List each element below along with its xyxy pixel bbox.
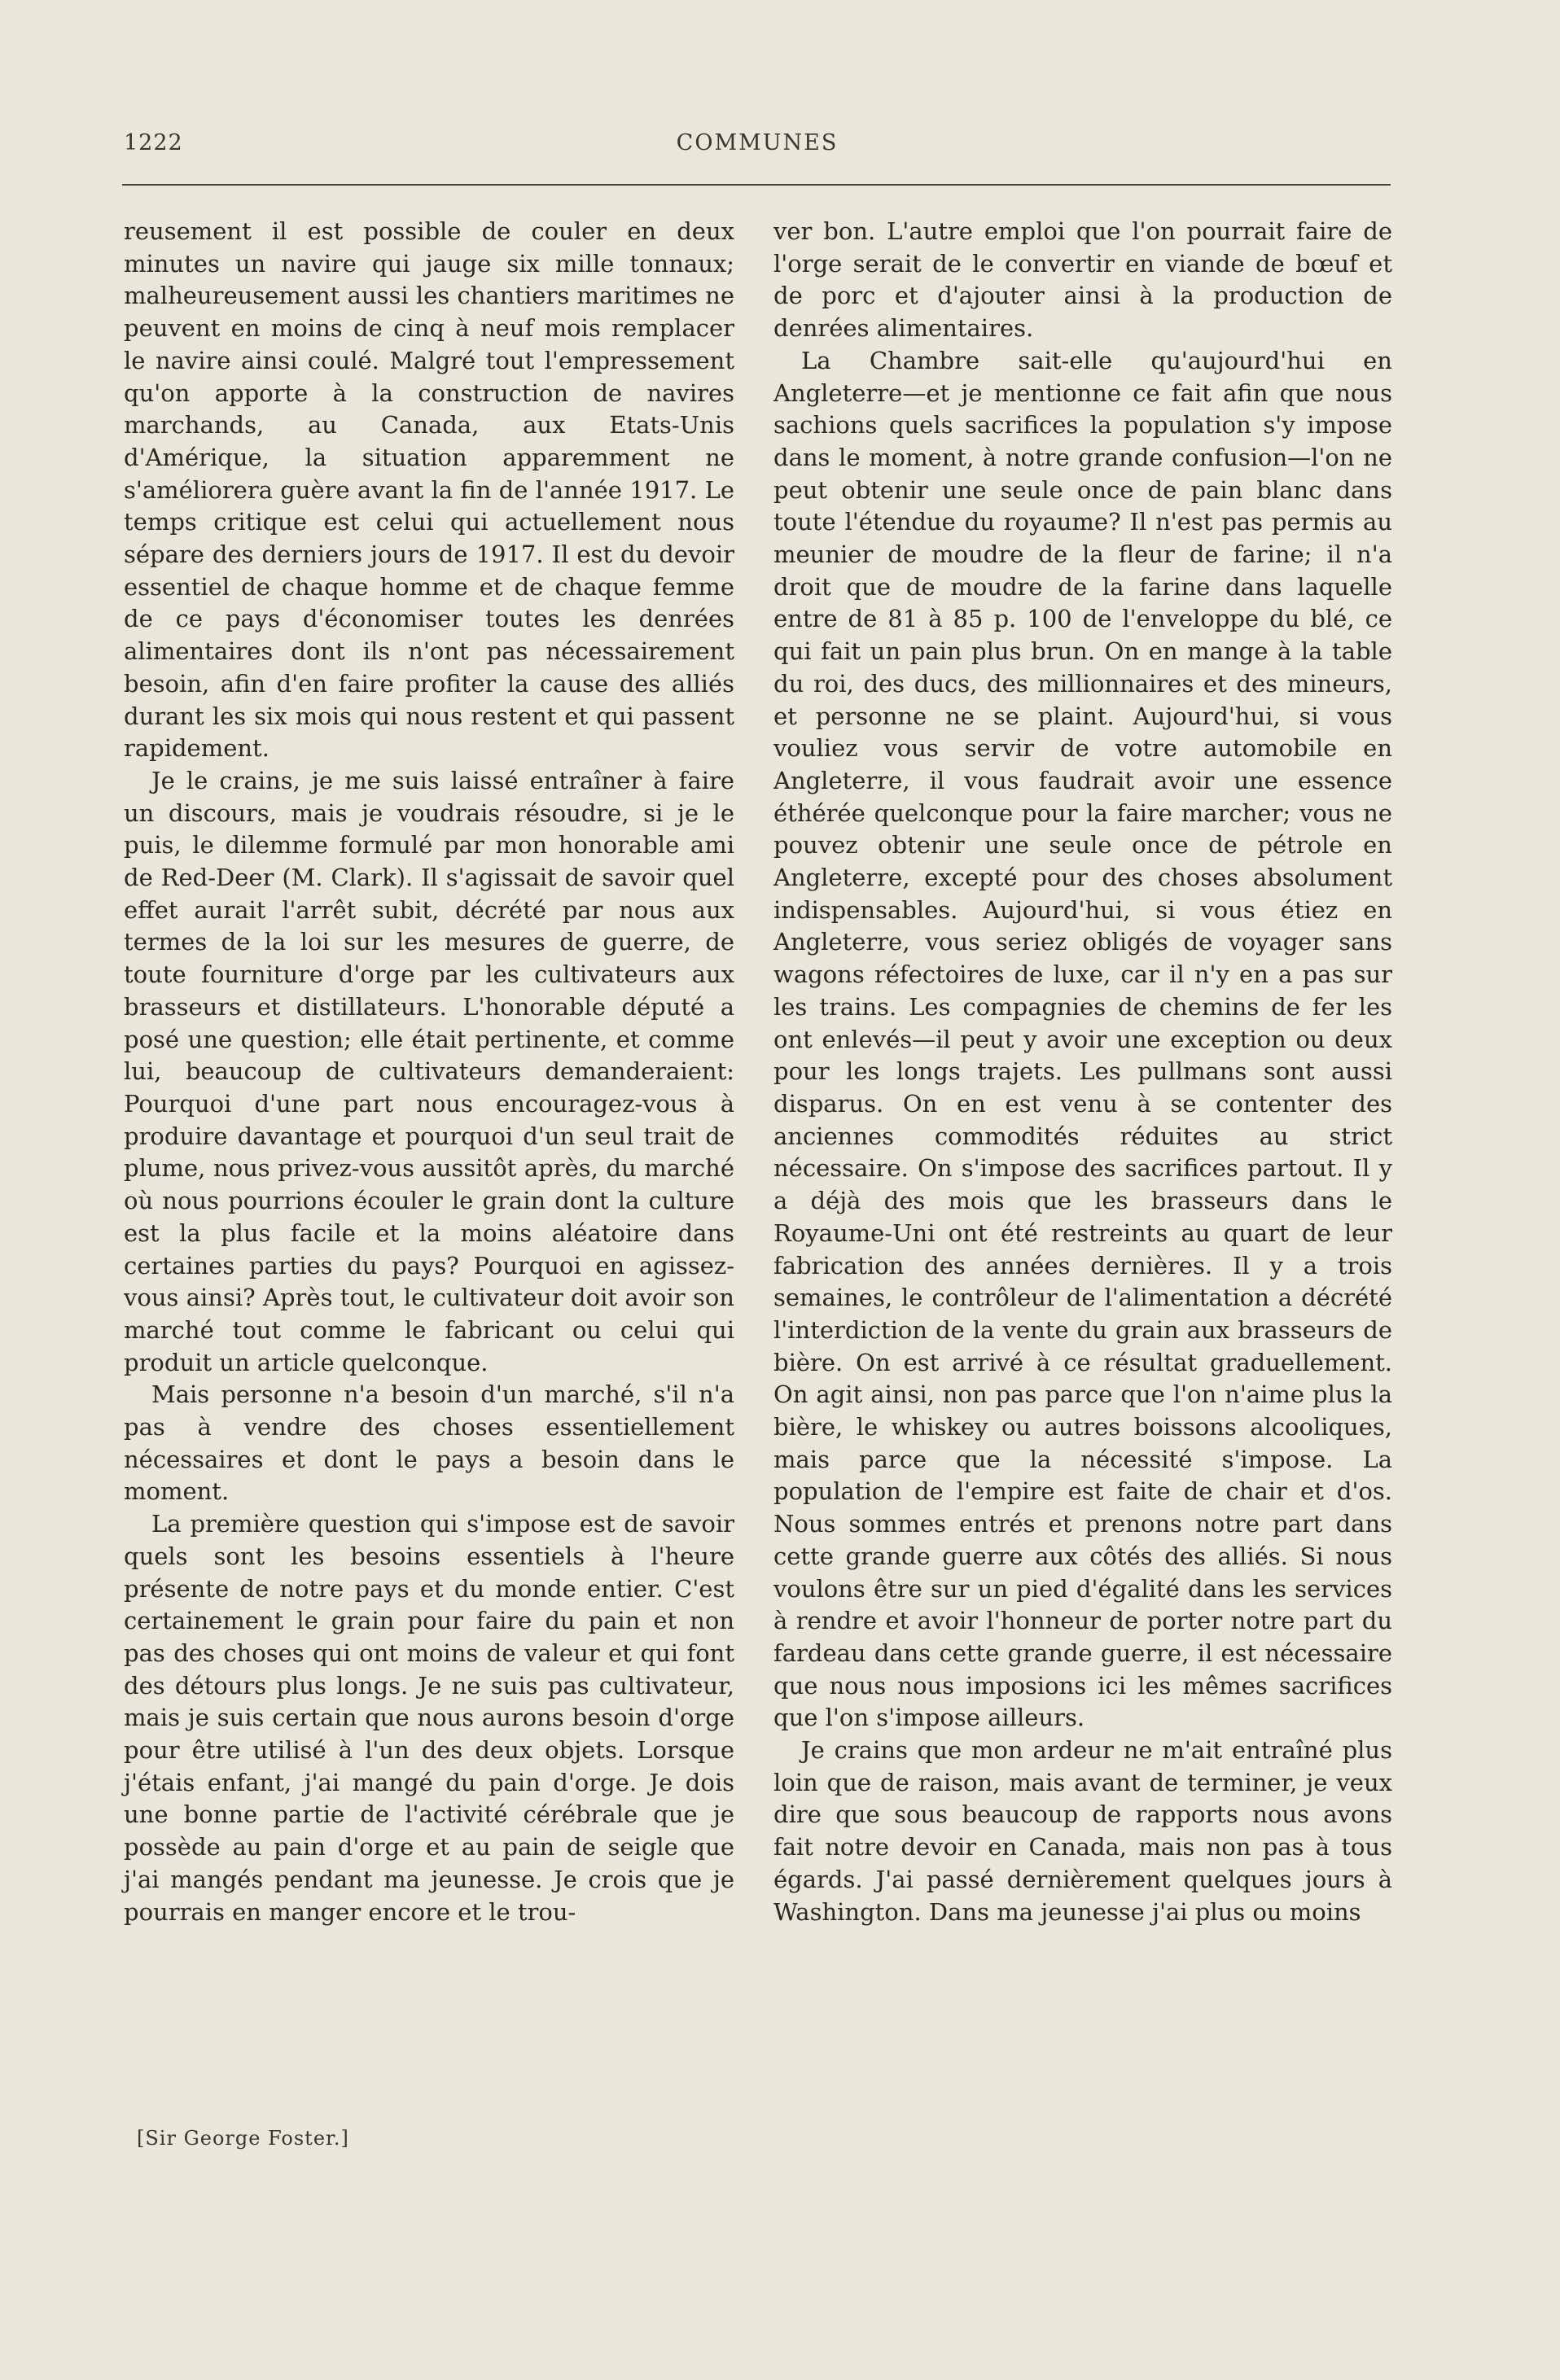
paragraph: La Chambre sait-elle qu'aujourd'hui en Angleterre—et je mentionne ce fait afin que nous sachions quels sacrifices la population s'y impose dans le moment, à notre grande confusion—l'on ne peut obtenir une seule once de pain blanc dans toute l'étendue du royaume? Il n'est pas permis au meunier de moudre de la fleur de farine; il n'a droit que de moudre de la farine dans laquelle entre de 81 à 85 p. 100 de l'enveloppe du blé, ce qui fait un pain plus brun. On en mange à la table du roi, des ducs, des millionnaires et des mineurs, et personne ne se plaint. Aujourd'hui, si vous vouliez vous servir de votre automobile en Angleterre, il vous faudrait avoir une essence éthérée quelconque pour la faire marcher; vous ne pouvez obtenir une seule once de pétrole en Angleterre, excepté pour des choses absolument indispensables. Aujourd'hui, si vous étiez en Angleterre, vous seriez obligés de voyager sans wagons réfectoires de luxe, car il n'y en a pas sur les trains. Les compagnies de chemins de fer les ont enlevés—il peut y avoir une exception ou deux pour les longs trajets. Les pullmans sont aussi disparus. On en est venu à se contenter des anciennes commodités réduites au strict nécessaire. On s'impose des sacrifices partout. Il y a déjà des mois que les brasseurs dans le Royaume-Uni ont été restreints au quart de leur fabrication des années dernières. Il y a trois semaines, le contrôleur de l'alimentation a décrété l'interdiction de la vente du grain aux brasseurs de bière. On est arrivé à ce résultat graduellement. On agit ainsi, non pas parce que l'on n'aime plus la bière, le whiskey ou autres boissons alcooliques, mais parce que la nécessité s'impose. La population de l'empire est faite de chair et d'os. Nous sommes entrés et prenons notre part dans cette grande guerre aux côtés des alliés. Si nous voulons être sur un pied d'égalité dans les services à rendre et avoir l'honneur de porter notre part du fardeau dans cette grande guerre, il est nécessaire que nous nous imposions ici les mêmes sacrifices que l'on s'impose ailleurs. — [773, 346, 1392, 1732]
page-header — [124, 130, 1391, 166]
page-number: 1222 — [124, 130, 183, 155]
paragraph: reusement il est possible de couler en deux minutes un navire qui jauge six mille tonnaux; malheureusement aussi les chantiers maritimes ne peuvent en moins de cinq à neuf mois remplacer le navire ainsi coulé. Malgré tout l'empressement qu'on apporte à la construction de navires marchands, au Canada, aux Etats-Unis d'Amérique, la situation apparemment ne s'améliorera guère avant la fin de l'année 1917. Le temps critique est celui qui actuellement nous sépare des derniers jours de 1917. Il est du devoir essentiel de chaque homme et de chaque femme de ce pays d'économiser toutes les denrées alimentaires dont ils n'ont pas nécessairement besoin, afin d'en faire profiter la cause des alliés durant les six mois qui nous restent et qui passent rapidement. — [124, 217, 734, 763]
left-column — [124, 216, 734, 1928]
right-column — [773, 216, 1392, 1928]
paragraph: Je crains que mon ardeur ne m'ait entraîné plus loin que de raison, mais avant de terminer, je veux dire que sous beaucoup de rapports nous avons fait notre devoir en Canada, mais non pas à tous égards. J'ai passé dernièrement quelques jours à Washington. Dans ma jeunesse j'ai plus ou moins — [773, 1736, 1392, 1926]
paragraph: Je le crains, je me suis laissé entraîner à faire un discours, mais je voudrais résoudre, si je le puis, le dilemme formulé par mon honorable ami de Red-Deer (M. Clark). Il s'agissait de savoir quel effet aurait l'arrêt subit, décrété par nous aux termes de la loi sur les mesures de guerre, de toute fourniture d'orge par les cultivateurs aux brasseurs et distillateurs. L'honorable député a posé une question; elle était pertinente, et comme lui, beaucoup de cultivateurs demanderaient: Pourquoi d'une part nous encouragez-vous à produire davantage et pourquoi d'un seul trait de plume, nous privez-vous aussitôt après, du marché où nous pourrions écouler le grain dont la culture est la plus facile et la moins aléatoire dans certaines parties du pays? Pourquoi en agissez-vous ainsi? Après tout, le cultivateur doit avoir son marché tout comme le fabricant ou celui qui produit un article quelconque. — [124, 766, 734, 1376]
speaker-attribution: [Sir George Foster.] — [137, 2127, 349, 2150]
running-title: COMMUNES — [676, 130, 839, 155]
paragraph: La première question qui s'impose est de savoir quels sont les besoins essentiels à l'heure présente de notre pays et du monde entier. C'est certainement le grain pour faire du pain et non pas des choses qui ont moins de valeur et qui font des détours plus longs. Je ne suis pas cultivateur, mais je suis certain que nous aurons besoin d'orge pour être utilisé à l'un des deux objets. Lorsque j'étais enfant, j'ai mangé du pain d'orge. Je dois une bonne partie de l'activité cérébrale que je possède au pain d'orge et au pain de seigle que j'ai mangés pendant ma jeunesse. Je crois que je pourrais en manger encore et le trou- — [124, 1510, 734, 1926]
paragraph: ver bon. L'autre emploi que l'on pourrait faire de l'orge serait de le convertir en viande de bœuf et de porc et d'ajouter ainsi à la production de denrées alimentaires. — [773, 217, 1392, 343]
header-rule — [122, 184, 1391, 186]
paragraph: Mais personne n'a besoin d'un marché, s'il n'a pas à vendre des choses essentiellement nécessaires et dont le pays a besoin dans le moment. — [124, 1380, 734, 1506]
